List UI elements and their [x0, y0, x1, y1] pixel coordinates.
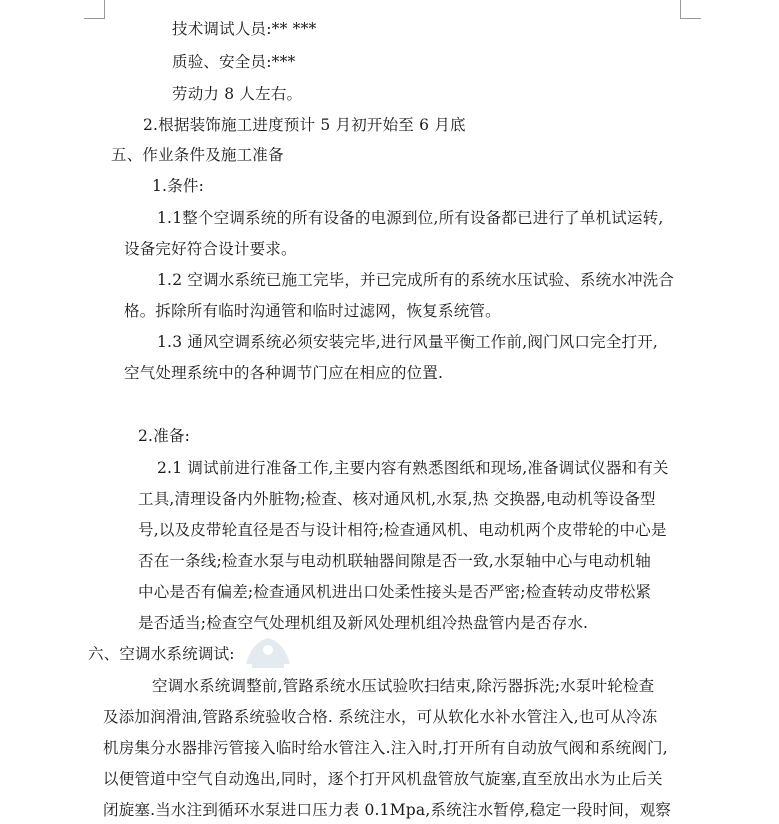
paragraph-line: 号,以及皮带轮直径是否与设计相符;检查通风机、电动机两个皮带轮的中心是	[138, 521, 667, 539]
paragraph-line: 闭旋塞.当水注到循环水泵进口压力表 0.1Mpa,系统注水暂停,稳定一段时间，观察	[103, 801, 672, 819]
page-corner-mark-left	[84, 0, 105, 19]
paragraph-line: 2.根据装饰施工进度预计 5 月初开始至 6 月底	[143, 116, 466, 134]
subsection-heading: 2.准备:	[138, 427, 191, 445]
paragraph-line: 设备完好符合设计要求。	[124, 240, 297, 258]
paragraph-line: 格。拆除所有临时沟通管和临时过滤网，恢复系统管。	[124, 302, 501, 320]
paragraph-line: 1.2 空调水系统已施工完毕，并已完成所有的系统水压试验、系统水冲洗合	[157, 271, 675, 289]
paragraph-line: 空气处理系统中的各种调节门应在相应的位置.	[124, 364, 444, 382]
paragraph-line: 中心是否有偏差;检查通风机进出口处柔性接头是否严密;检查转动皮带松紧	[138, 583, 652, 601]
paragraph-line: 2.1 调试前进行准备工作,主要内容有熟悉图纸和现场,准备调试仪器和有关	[157, 459, 669, 477]
paragraph-line: 质验、安全员:***	[172, 53, 296, 71]
page-corner-mark-right	[680, 0, 701, 19]
paragraph-line: 及添加润滑油,管路系统验收合格. 系统注水，可从软化水补水管注入,也可从冷冻	[103, 708, 658, 726]
paragraph-line: 1.1整个空调系统的所有设备的电源到位,所有设备都已进行了单机试运转,	[157, 209, 664, 227]
watermark-icon	[238, 630, 298, 674]
section-heading: 五、作业条件及施工准备	[111, 146, 284, 164]
section-heading: 六、空调水系统调试:	[88, 645, 235, 663]
paragraph-line: 是否适当;检查空气处理机组及新风处理机组冷热盘管内是否存水.	[138, 614, 589, 632]
paragraph-line: 工具,清理设备内外脏物;检查、核对通风机,水泵,热 交换器,电动机等设备型	[138, 490, 656, 508]
paragraph-line: 技术调试人员:** ***	[172, 20, 317, 38]
paragraph-line: 以便管道中空气自动逸出,同时，逐个打开风机盘管放气旋塞,直至放出水为止后关	[103, 770, 663, 788]
paragraph-line: 空调水系统调整前,管路系统水压试验吹扫结束,除污器拆洗;水泵叶轮检查	[152, 677, 655, 695]
paragraph-line: 否在一条线;检查水泵与电动机联轴器间隙是否一致,水泵轴中心与电动机轴	[138, 552, 651, 570]
paragraph-line: 1.3 通风空调系统必须安装完毕,进行风量平衡工作前,阀门风口完全打开,	[157, 333, 659, 351]
paragraph-line: 机房集分水器排污管接入临时给水管注入.注入时,打开所有自动放气阀和系统阀门,	[103, 739, 668, 757]
subsection-heading: 1.条件:	[152, 177, 205, 195]
paragraph-line: 劳动力 8 人左右。	[172, 85, 303, 103]
